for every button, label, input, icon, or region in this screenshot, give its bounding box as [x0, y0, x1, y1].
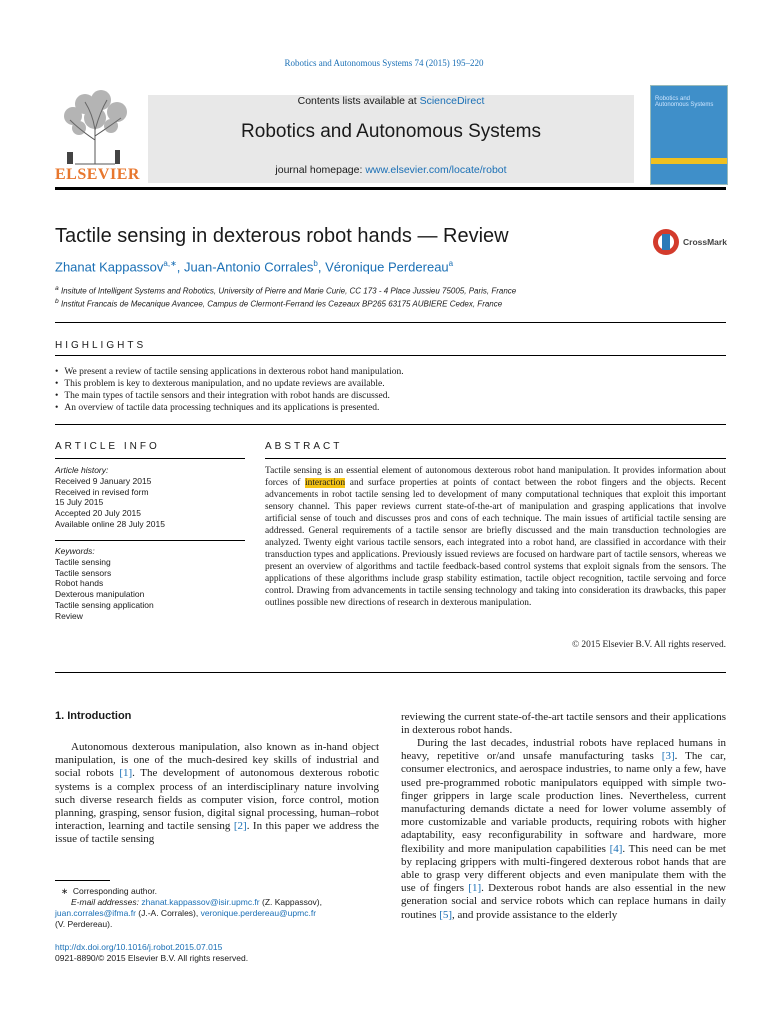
citation-link[interactable]: [1]: [468, 882, 482, 895]
affiliation-text: Insitute of Intelligent Systems and Robotics, University of Pierre and Marie Curie, CC 173 - 4 Place Jussieu 75005, Paris, France: [60, 286, 517, 296]
journal-reference[interactable]: Robotics and Autonomous Systems 74 (2015) 195–220: [284, 58, 484, 68]
crossmark-icon: [652, 228, 680, 256]
keywords: [55, 546, 154, 622]
highlights-list: [55, 366, 404, 414]
divider: [55, 322, 726, 323]
masthead-rule: [55, 187, 726, 190]
divider: [55, 672, 726, 673]
history-line: Available online 28 July 2015: [55, 518, 165, 529]
article-history: [55, 465, 165, 530]
abstract-heading: ABSTRACT: [265, 441, 343, 452]
text-run: . The development of autonomous dexterous robotic systems is a complex process of an interdisciplinary nature involving such diverse research fields as computer vision, force control, motion planning, grasping, sensor fusion, digital signal processing, human–robot interaction, learning and tactile sensing: [55, 767, 379, 833]
email-link[interactable]: juan.corrales@ifma.fr: [55, 908, 136, 918]
issn-line: 0921-8890/© 2015 Elsevier B.V. All rights reserved.: [55, 953, 249, 963]
highlight-item: • An overview of tactile data processing techniques and its applications is presented.: [55, 402, 404, 414]
keyword: Tactile sensing: [55, 556, 111, 567]
footnotes: [55, 886, 379, 930]
abstract-text: [265, 465, 726, 609]
publisher-name: ELSEVIER: [55, 166, 140, 183]
email-owner: (V. Perdereau).: [55, 919, 113, 929]
abstract-part: and surface properties at points of contact between the robot fingers and the objects. Recent advancements in robot tactile sensing led to development of many computational techniques that exploit this important sensory channel. This paper reviews current state-of-the-art of manipulation and grasping applications that involve artificial sense of touch and discusses pros and cons of each technique. The main issues of artificial tactile sensing are addressed. General requirements of a tactile sensor are briefly discussed and the main transduction technologies are analyzed. Twenty eight various tactile sensors, each integrated into a robot hand, are classified in accordance with their transduction types and applications. Previously issued reviews are focused on hardware part of tactile sensors, whereas we present an overview of algorithms and tactile feedback-based control systems that exploit signals from the sensors. The applications of these algorithms include grasp stability estimation, tactile object recognition, tactile servoing and force control. Drawing from advancements in tactile sensing technology and taking into consideration its drawbacks, this paper outlines possible new directions of research in dexterous manipulation.: [265, 478, 727, 608]
author-name[interactable]: Zhanat Kappassov: [55, 259, 164, 275]
text-run: During the last decades, industrial robots have replaced humans in heavy, repetitive or/and unsafe manufacturing tasks: [401, 737, 726, 763]
citation-link[interactable]: [2]: [233, 820, 247, 833]
contents-prefix: Contents lists available at: [297, 95, 420, 107]
journal-title: Robotics and Autonomous Systems: [241, 121, 541, 142]
email-link[interactable]: zhanat.kappassov@isir.upmc.fr: [141, 897, 260, 907]
keyword: Tactile sensors: [55, 567, 112, 578]
crossmark-label: CrossMark: [683, 237, 727, 247]
contents-line: [148, 95, 634, 107]
text-run: . Dexterous robot hands are also essential in the new generation social and service robots which can replace humans in daily routines: [401, 882, 727, 921]
journal-cover-image: [650, 85, 728, 185]
sciencedirect-link[interactable]: ScienceDirect: [419, 95, 485, 107]
text-run: . This need can be met by replacing grippers with multi-fingered dexterous robot hands that are able to grasp very different objects and even manipulate them with the use of fingers: [401, 842, 726, 895]
citation-link[interactable]: [4]: [609, 842, 623, 855]
author-sup: b: [313, 259, 318, 268]
author-name[interactable]: Véronique Perdereau: [325, 259, 449, 275]
divider: [55, 458, 245, 459]
keyword: Robot hands: [55, 578, 104, 589]
author-sup: a,∗: [163, 259, 177, 268]
citation-link[interactable]: [3]: [661, 750, 675, 763]
section-heading: 1. Introduction: [55, 710, 132, 722]
citation-link[interactable]: [1]: [119, 767, 133, 780]
footnote-star: ∗: [61, 886, 69, 896]
history-line: 15 July 2015: [55, 497, 104, 508]
email-owner: (Z. Kappassov),: [259, 897, 322, 907]
highlighted-word[interactable]: interaction: [305, 478, 346, 488]
homepage-link[interactable]: www.elsevier.com/locate/robot: [365, 164, 507, 176]
highlight-item: • This problem is key to dexterous manipulation, and no update reviews are available.: [55, 378, 404, 390]
affiliation-mark: a: [55, 285, 59, 292]
highlight-item: • The main types of tactile sensors and their integration with robot hands are discussed.: [55, 390, 404, 402]
history-label: Article history:: [55, 465, 109, 475]
keyword: Tactile sensing application: [55, 599, 154, 610]
author-name[interactable]: Juan-Antonio Corrales: [184, 259, 314, 275]
affiliation: [55, 298, 502, 309]
highlight-item: • We present a review of tactile sensing applications in dexterous robot hand manipulation.: [55, 366, 404, 378]
email-label: E-mail addresses:: [71, 897, 142, 907]
text-run: Autonomous dexterous manipulation, also known as in-hand object manipulation, is one of the much-desired key skills of industrial and social robots: [55, 741, 379, 780]
footnote-rule: [55, 880, 110, 881]
text-run: . In this paper we address the issue of tactile sensing: [55, 820, 379, 846]
divider: [55, 355, 726, 356]
text-run: , and provide assistance to the elderly: [452, 908, 618, 921]
homepage-line: [148, 164, 634, 176]
keyword: Dexterous manipulation: [55, 589, 145, 600]
doi-text[interactable]: http://dx.doi.org/10.1016/j.robot.2015.07.015: [55, 942, 223, 952]
divider: [265, 458, 726, 459]
intro-right-paragraph: [401, 737, 726, 922]
crossmark-badge[interactable]: [652, 228, 726, 256]
author-sup: a: [448, 259, 454, 268]
cover-title: Robotics and Autonomous Systems: [655, 96, 714, 108]
keywords-label: Keywords:: [55, 546, 95, 556]
intro-right-paragraph: reviewing the current state-of-the-art tactile sensors and their applications in dexterous robot hands.: [401, 711, 726, 737]
text-run: . The car, consumer electronics, and aerospace industries, to name only a few, have used pre-programmed robotic manipulators equipped with simple two-finger grippers in large scale production lines. Nevertheless, current manufacturing demands dictate a need for lower volume assembly of more customizable and variable products, requiring robots with higher adaptability, easy reconfigurability in software and hardware, more flexibility and more manipulation capabilities: [401, 750, 726, 855]
affiliation: [55, 285, 516, 296]
abstract-part: Tactile sensing is an essential element of autonomous dexterous robot hand manipulation. It provides information about forces of: [265, 466, 726, 488]
divider: [55, 424, 726, 425]
corresponding-author: Corresponding author.: [72, 886, 157, 896]
keyword: Review: [55, 610, 83, 621]
email-owner: (J.-A. Corrales),: [135, 908, 201, 918]
citation-link[interactable]: [5]: [439, 908, 453, 921]
article-info-heading: ARTICLE INFO: [55, 441, 160, 452]
divider: [55, 540, 245, 541]
email-link[interactable]: veronique.perdereau@upmc.fr: [200, 908, 317, 918]
doi-link[interactable]: [55, 942, 222, 953]
abstract-copyright: © 2015 Elsevier B.V. All rights reserved.: [571, 640, 726, 650]
history-line: Received 9 January 2015: [55, 475, 152, 486]
affiliation-mark: b: [55, 298, 59, 305]
paper-title: Tactile sensing in dexterous robot hands — Review: [55, 225, 509, 247]
cover-band: [651, 158, 727, 164]
history-line: Accepted 20 July 2015: [55, 508, 142, 519]
affiliation-text: Institut Francais de Mecanique Avancee, Campus de Clermont-Ferrand les Cezeaux BP265 63175 AUBIERE Cedex, France: [60, 299, 503, 309]
history-line: Received in revised form: [55, 486, 149, 497]
intro-left-paragraph: [55, 741, 379, 847]
author-list: Zhanat Kappassov$^{a,∗}$, Juan-Antonio Corrales$^b$, Véronique Perdereau$^a$: [55, 259, 454, 275]
homepage-prefix: journal homepage:: [275, 164, 366, 176]
highlights-heading: HIGHLIGHTS: [55, 340, 147, 351]
